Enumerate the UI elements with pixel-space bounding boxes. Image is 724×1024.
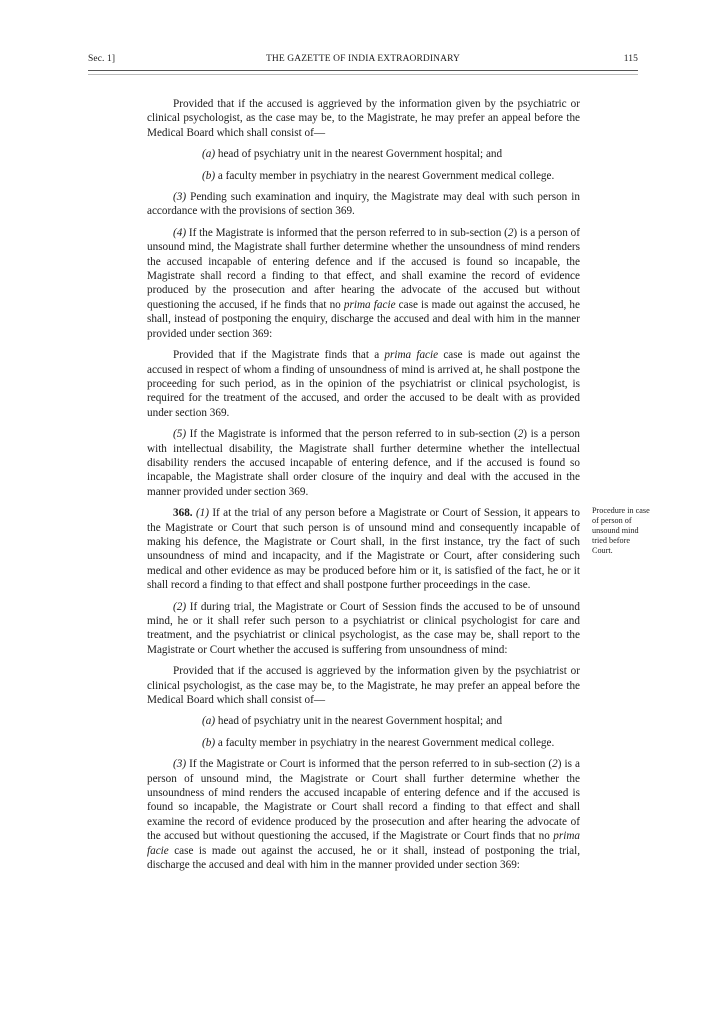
section-label: Sec. 1] [88, 54, 116, 64]
page-number: 115 [623, 54, 638, 64]
list-item: (b) a faculty member in psychiatry in the nearest Government medical college. [202, 169, 555, 182]
marginal-note: Procedure in case of person of unsound mind tried before Court. [592, 506, 650, 556]
gazette-title: THE GAZETTE OF INDIA EXTRAORDINARY [266, 54, 460, 64]
header-rule [88, 70, 638, 75]
list-item: (a) head of psychiatry unit in the nearest Government hospital; and [202, 715, 503, 728]
proviso-paragraph: Provided that if the accused is aggrieved by the information given by the psychiatrist or clinical psychologist, as the case may be, to the Magistrate, he may prefer an appeal before the Medical Board which shall consist of— [147, 665, 580, 707]
document-body [147, 97, 650, 880]
section-368-paragraph: 368. (1) If at the trial of any person before a Magistrate or Court of Session, it appears to the Magistrate or Court that such person is of unsound mind and consequently incapable of making his defence, the Magistrate or Court shall, in the first instance, try the fact of such unsoundness of mind and incapacity, and if the Magistrate or Court, after considering such medical and other evidence as may be produced before him or it, is satisfied of the fact, he or it shall record a finding to that effect and shall postpone further proceedings in the case. Procedure in case of person of unsound mind tried before Court. [147, 506, 650, 592]
section-number: 368. [173, 507, 193, 520]
proviso-paragraph: Provided that if the Magistrate finds that a prima facie case is made out against the accused in respect of whom a finding of unsoundness of mind is arrived at, he shall postpone the proceeding for such period, as in the opinion of the psychiatrist or clinical psychologist, is required for the treatment of the accused, and order the accused to be dealt with as provided under section 369. [147, 349, 580, 419]
subsection-paragraph: (3) If the Magistrate or Court is informed that the person referred to in sub-section (2) is a person of unsound mind, the Magistrate or Court shall further determine whether the unsoundness of mind renders the accused incapable of entering defence and if the accused is found so incapable, the Magistrate or Court shall record a finding to that effect and shall examine the record of evidence produced by the prosecution and after hearing the advocate of the accused but without questioning the accused, if the Magistrate or Court finds that no prima facie case is made out against the accused, he or it shall, instead of postponing the trial, discharge the accused and deal with him in the manner provided under section 369: [147, 758, 580, 872]
subsection-paragraph: (4) If the Magistrate is informed that the person referred to in sub-section (2) is a person of unsound mind, the Magistrate shall further determine whether the unsoundness of mind renders the accused incapable of entering defence and if the accused is found so incapable, the Magistrate shall record a finding to that effect, and shall examine the record of evidence produced by the prosecution and after hearing the advocate of the accused but without questioning the accused, if he finds that no prima facie case is made out against the accused, he shall, instead of postponing the enquiry, discharge the accused and deal with him in the manner provided under section 369: [147, 226, 580, 340]
subsection-paragraph: (3) Pending such examination and inquiry, the Magistrate may deal with such person in accordance with the provisions of section 369. [147, 191, 580, 218]
subsection-paragraph: (2) If during trial, the Magistrate or Court of Session finds the accused to be of unsound mind, he or it shall refer such person to a psychiatrist or clinical psychologist for care and treatment, and the psychiatrist or clinical psychologist, as the case may be, shall report to the Magistrate or Court whether the accused is suffering from unsoundness of mind: [147, 600, 580, 656]
list-item: (b) a faculty member in psychiatry in the nearest Government medical college. [202, 736, 555, 749]
list-item: (a) head of psychiatry unit in the nearest Government hospital; and [202, 148, 503, 161]
proviso-paragraph: Provided that if the accused is aggrieved by the information given by the psychiatric or clinical psychologist, as the case may be, to the Magistrate, he may prefer an appeal before the Medical Board which shall consist of— [147, 98, 580, 139]
subsection-paragraph: (5) If the Magistrate is informed that the person referred to in sub-section (2) is a person with intellectual disability, the Magistrate shall further determine whether the intellectual disability renders the accused incapable of entering defence, and if the accused is found so incapable, the Magistrate shall order closure of the inquiry and deal with the accused in the manner provided under section 369. [147, 428, 580, 498]
page-header [88, 54, 638, 70]
